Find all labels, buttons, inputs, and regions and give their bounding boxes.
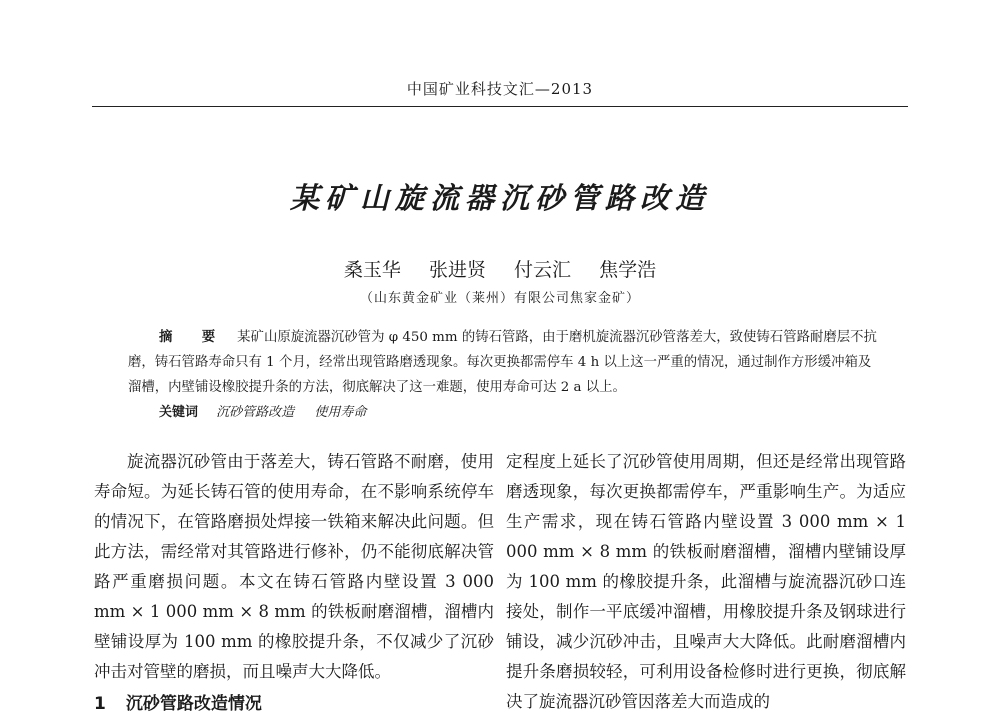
author-name: 焦学浩 <box>599 259 657 281</box>
body-column-left <box>94 447 494 719</box>
author-name: 张进贤 <box>428 259 486 281</box>
body-paragraph: 旋流器沉砂管由于落差大，铸石管路不耐磨，使用寿命短。为延长铸石管的使用寿命，在不影响系统停车的情况下，在管路磨损处焊接一铁箱来解决此问题。但此方法，需经常对其管路进行修补，仍不能彻底解决管路严重磨损问题。本文在铸石管路内壁设置 3 000 mm × 1 000 mm × 8 mm 的铁板耐磨溜槽，溜槽内壁铺设厚为 100 mm 的橡胶提升条，不仅减少了沉砂冲击对管壁的磨损，而且噪声大大降低。 <box>94 452 494 681</box>
author-name: 付云汇 <box>514 259 572 281</box>
paper-title: 某矿山旋流器沉砂管路改造 <box>289 181 710 215</box>
author-list <box>0 255 1000 282</box>
keywords <box>159 401 859 420</box>
journal-header: 中国矿业科技文汇—2013 <box>406 80 594 98</box>
keyword: 沉砂管路改造 <box>216 405 295 420</box>
section-heading <box>94 689 494 719</box>
body-paragraph: 定程度上延长了沉砂管使用周期，但还是经常出现管路磨透现象，每次更换都需停车，严重影响生产。为适应生产需求，现在铸石管路内壁设置 3 000 mm × 1 000 mm × 8 mm 的铁板耐磨溜槽，溜槽内壁铺设厚为 100 mm 的橡胶提升条，此溜槽与旋流器沉砂口连接处，制作一平底缓冲溜槽，用橡胶提升条及钢球进行铺设，减少沉砂冲击，且噪声大大降低。此耐磨溜槽内提升条磨损较轻，可利用设备检修时进行更换，彻底解决了旋流器沉砂管因落差大而造成的 <box>506 452 906 711</box>
header-rule <box>92 106 908 107</box>
abstract-label: 摘 要 <box>159 329 224 345</box>
section-number: 1 <box>94 694 106 714</box>
keyword: 使用寿命 <box>314 405 367 420</box>
body-column-right <box>506 447 906 717</box>
author-name: 桑玉华 <box>343 259 401 281</box>
abstract <box>128 325 880 400</box>
abstract-text: 某矿山原旋流器沉砂管为 φ 450 mm 的铸石管路，由于磨机旋流器沉砂管落差大，致使铸石管路耐磨层不抗磨，铸石管路寿命只有 1 个月，经常出现管路磨透现象。每次更换都需停车 4 h 以上这一严重的情况，通过制作方形缓冲箱及溜槽，内壁铺设橡胶提升条的方法，彻底解决了这一难题，使用寿命可达 2 a 以上。 <box>128 330 877 395</box>
section-title: 沉砂管路改造情况 <box>125 694 262 714</box>
keywords-label: 关键词 <box>159 405 199 420</box>
affiliation: （山东黄金矿业（莱州）有限公司焦家金矿） <box>359 291 640 306</box>
